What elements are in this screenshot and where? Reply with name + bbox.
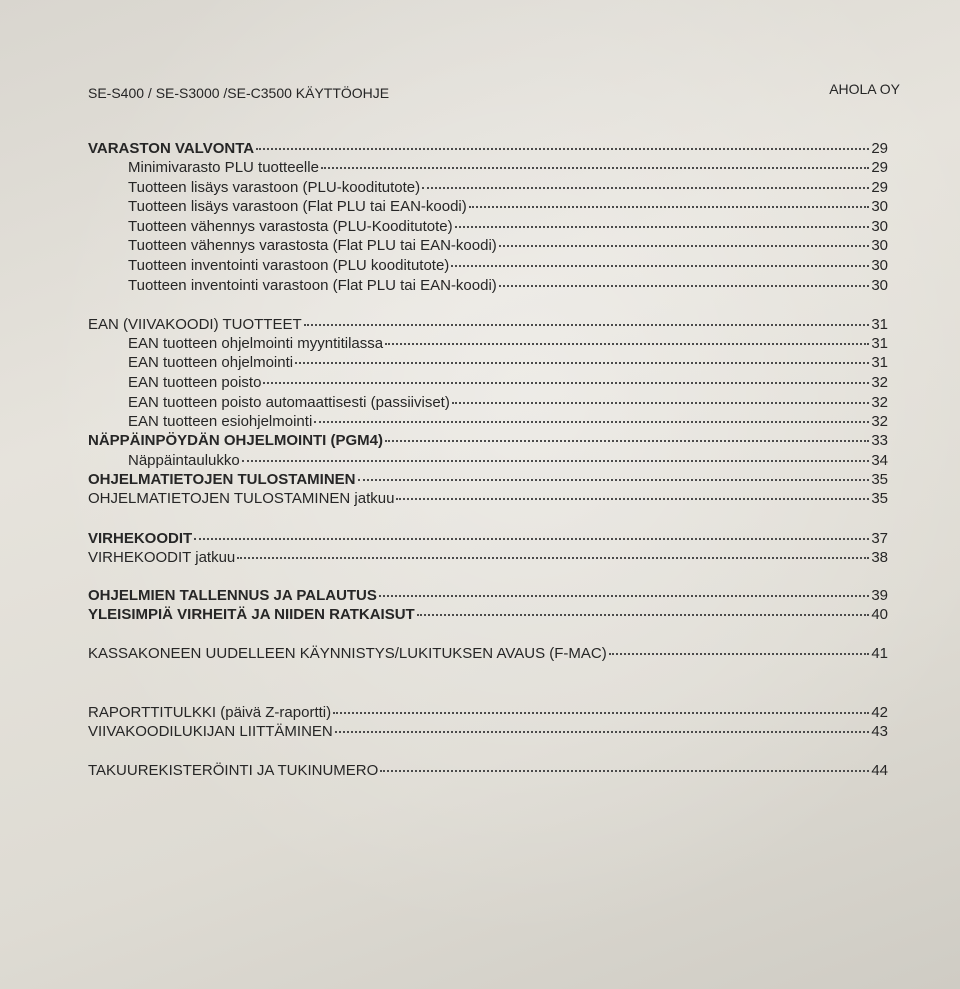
toc-entry-page: 32 [871, 374, 888, 391]
toc-entry-page: 35 [871, 471, 888, 488]
toc-entry-page: 40 [871, 606, 888, 623]
toc-entry-page: 30 [871, 218, 888, 235]
toc-entry-page: 31 [871, 354, 888, 371]
dot-leader [295, 362, 869, 364]
dot-leader [396, 498, 869, 500]
toc-entry-title: EAN tuotteen poisto automaattisesti (passiiviset) [128, 394, 450, 411]
dot-leader [333, 712, 869, 714]
toc-entry-page: 31 [871, 335, 888, 352]
toc-entry-page: 32 [871, 413, 888, 430]
toc-entry [88, 606, 888, 626]
toc-entry [88, 490, 888, 510]
toc-entry [88, 432, 888, 452]
toc-entry [88, 237, 888, 257]
toc-entry [88, 218, 888, 238]
toc-entry [88, 549, 888, 569]
toc-entry-title: VIIVAKOODILUKIJAN LIITTÄMINEN [88, 723, 333, 740]
toc-entry-page: 30 [871, 198, 888, 215]
dot-leader [417, 614, 870, 616]
toc-entry [88, 140, 888, 160]
toc-entry-page: 29 [871, 159, 888, 176]
toc-entry-title: EAN tuotteen poisto [128, 374, 262, 391]
toc-entry [88, 723, 888, 743]
toc-entry-title: VIRHEKOODIT [88, 530, 193, 547]
toc-entry [88, 335, 888, 355]
dot-leader [256, 148, 869, 150]
toc-entry-title: YLEISIMPIÄ VIRHEITÄ JA NIIDEN RATKAISUT [88, 606, 415, 623]
toc-entry [88, 704, 888, 724]
toc-entry-page: 43 [871, 723, 888, 740]
toc-entry-title: Tuotteen vähennys varastosta (PLU-Kooditutote) [128, 218, 453, 235]
toc-entry-title: Tuotteen lisäys varastoon (Flat PLU tai EAN-koodi) [128, 198, 467, 215]
toc-entry-page: 39 [871, 587, 888, 604]
dot-leader [335, 731, 870, 733]
toc-entry-title: Tuotteen inventointi varastoon (PLU kooditutote) [128, 257, 450, 274]
toc-entry-page: 32 [871, 394, 888, 411]
toc-entry-page: 41 [871, 645, 888, 662]
toc-entry-page: 29 [871, 140, 888, 157]
toc-entry-page: 37 [871, 530, 888, 547]
toc-entry-title: OHJELMATIETOJEN TULOSTAMINEN jatkuu [88, 490, 395, 507]
toc-entry-title: EAN tuotteen esiohjelmointi [128, 413, 313, 430]
toc-entry-title: VARASTON VALVONTA [88, 140, 255, 157]
toc-entry-title: Tuotteen lisäys varastoon (PLU-kooditutote) [128, 179, 421, 196]
toc-entry [88, 645, 888, 665]
dot-leader [263, 382, 869, 384]
toc-entry-title: EAN (VIIVAKOODI) TUOTTEET [88, 316, 302, 333]
dot-leader [242, 460, 870, 462]
dot-leader [385, 440, 869, 442]
dot-leader [379, 595, 869, 597]
dot-leader [452, 402, 869, 404]
toc-entry [88, 394, 888, 414]
toc-entry-page: 30 [871, 277, 888, 294]
dot-leader [314, 421, 869, 423]
dot-leader [469, 206, 870, 208]
toc-entry-title: Tuotteen inventointi varastoon (Flat PLU tai EAN-koodi) [128, 277, 497, 294]
dot-leader [237, 557, 869, 559]
toc-entry-title: Minimivarasto PLU tuotteelle [128, 159, 319, 176]
dot-leader [304, 324, 870, 326]
toc-entry-title: EAN tuotteen ohjelmointi [128, 354, 294, 371]
toc-entry-title: TAKUUREKISTERÖINTI JA TUKINUMERO [88, 762, 379, 779]
toc-entry [88, 354, 888, 374]
dot-leader [455, 226, 870, 228]
dot-leader [385, 343, 869, 345]
toc-entry [88, 316, 888, 336]
toc-entry [88, 159, 888, 179]
toc-entry [88, 179, 888, 199]
toc-entry [88, 471, 888, 491]
toc-entry-page: 34 [871, 452, 888, 469]
toc-entry-page: 35 [871, 490, 888, 507]
dot-leader [499, 285, 870, 287]
toc-entry-page: 44 [871, 762, 888, 779]
dot-leader [321, 167, 869, 169]
toc-entry-title: EAN tuotteen ohjelmointi myyntitilassa [128, 335, 384, 352]
dot-leader [358, 479, 870, 481]
dot-leader [451, 265, 869, 267]
toc-entry [88, 413, 888, 433]
toc-entry-page: 33 [871, 432, 888, 449]
toc-entry-page: 42 [871, 704, 888, 721]
dot-leader [609, 653, 870, 655]
toc-entry-title: NÄPPÄINPÖYDÄN OHJELMOINTI (PGM4) [88, 432, 384, 449]
dot-leader [194, 538, 869, 540]
toc-entry [88, 530, 888, 550]
toc-entry-page: 30 [871, 237, 888, 254]
toc-entry [88, 587, 888, 607]
dot-leader [422, 187, 869, 189]
toc-entry-page: 29 [871, 179, 888, 196]
toc-entry-title: KASSAKONEEN UUDELLEEN KÄYNNISTYS/LUKITUKSEN AVAUS (F-MAC) [88, 645, 607, 662]
company-name: AHOLA OY [829, 81, 900, 97]
toc-entry [88, 277, 888, 297]
toc-entry-title: VIRHEKOODIT jatkuu [88, 549, 236, 566]
dot-leader [499, 245, 870, 247]
toc-entry-page: 38 [871, 549, 888, 566]
toc-entry-title: RAPORTTITULKKI (päivä Z-raportti) [88, 704, 332, 721]
toc-entry-title: Tuotteen vähennys varastosta (Flat PLU tai EAN-koodi) [128, 237, 497, 254]
toc-entry [88, 198, 888, 218]
manual-title: SE-S400 / SE-S3000 /SE-C3500 KÄYTTÖOHJE [88, 85, 390, 101]
toc-entry-page: 30 [871, 257, 888, 274]
toc-entry-page: 31 [871, 316, 888, 333]
dot-leader [380, 770, 869, 772]
toc-entry [88, 452, 888, 472]
toc-entry [88, 374, 888, 394]
toc-entry [88, 762, 888, 782]
toc-entry [88, 257, 888, 277]
toc-entry-title: Näppäintaulukko [128, 452, 240, 469]
toc-entry-title: OHJELMIEN TALLENNUS JA PALAUTUS [88, 587, 377, 604]
toc-entry-title: OHJELMATIETOJEN TULOSTAMINEN [88, 471, 356, 488]
